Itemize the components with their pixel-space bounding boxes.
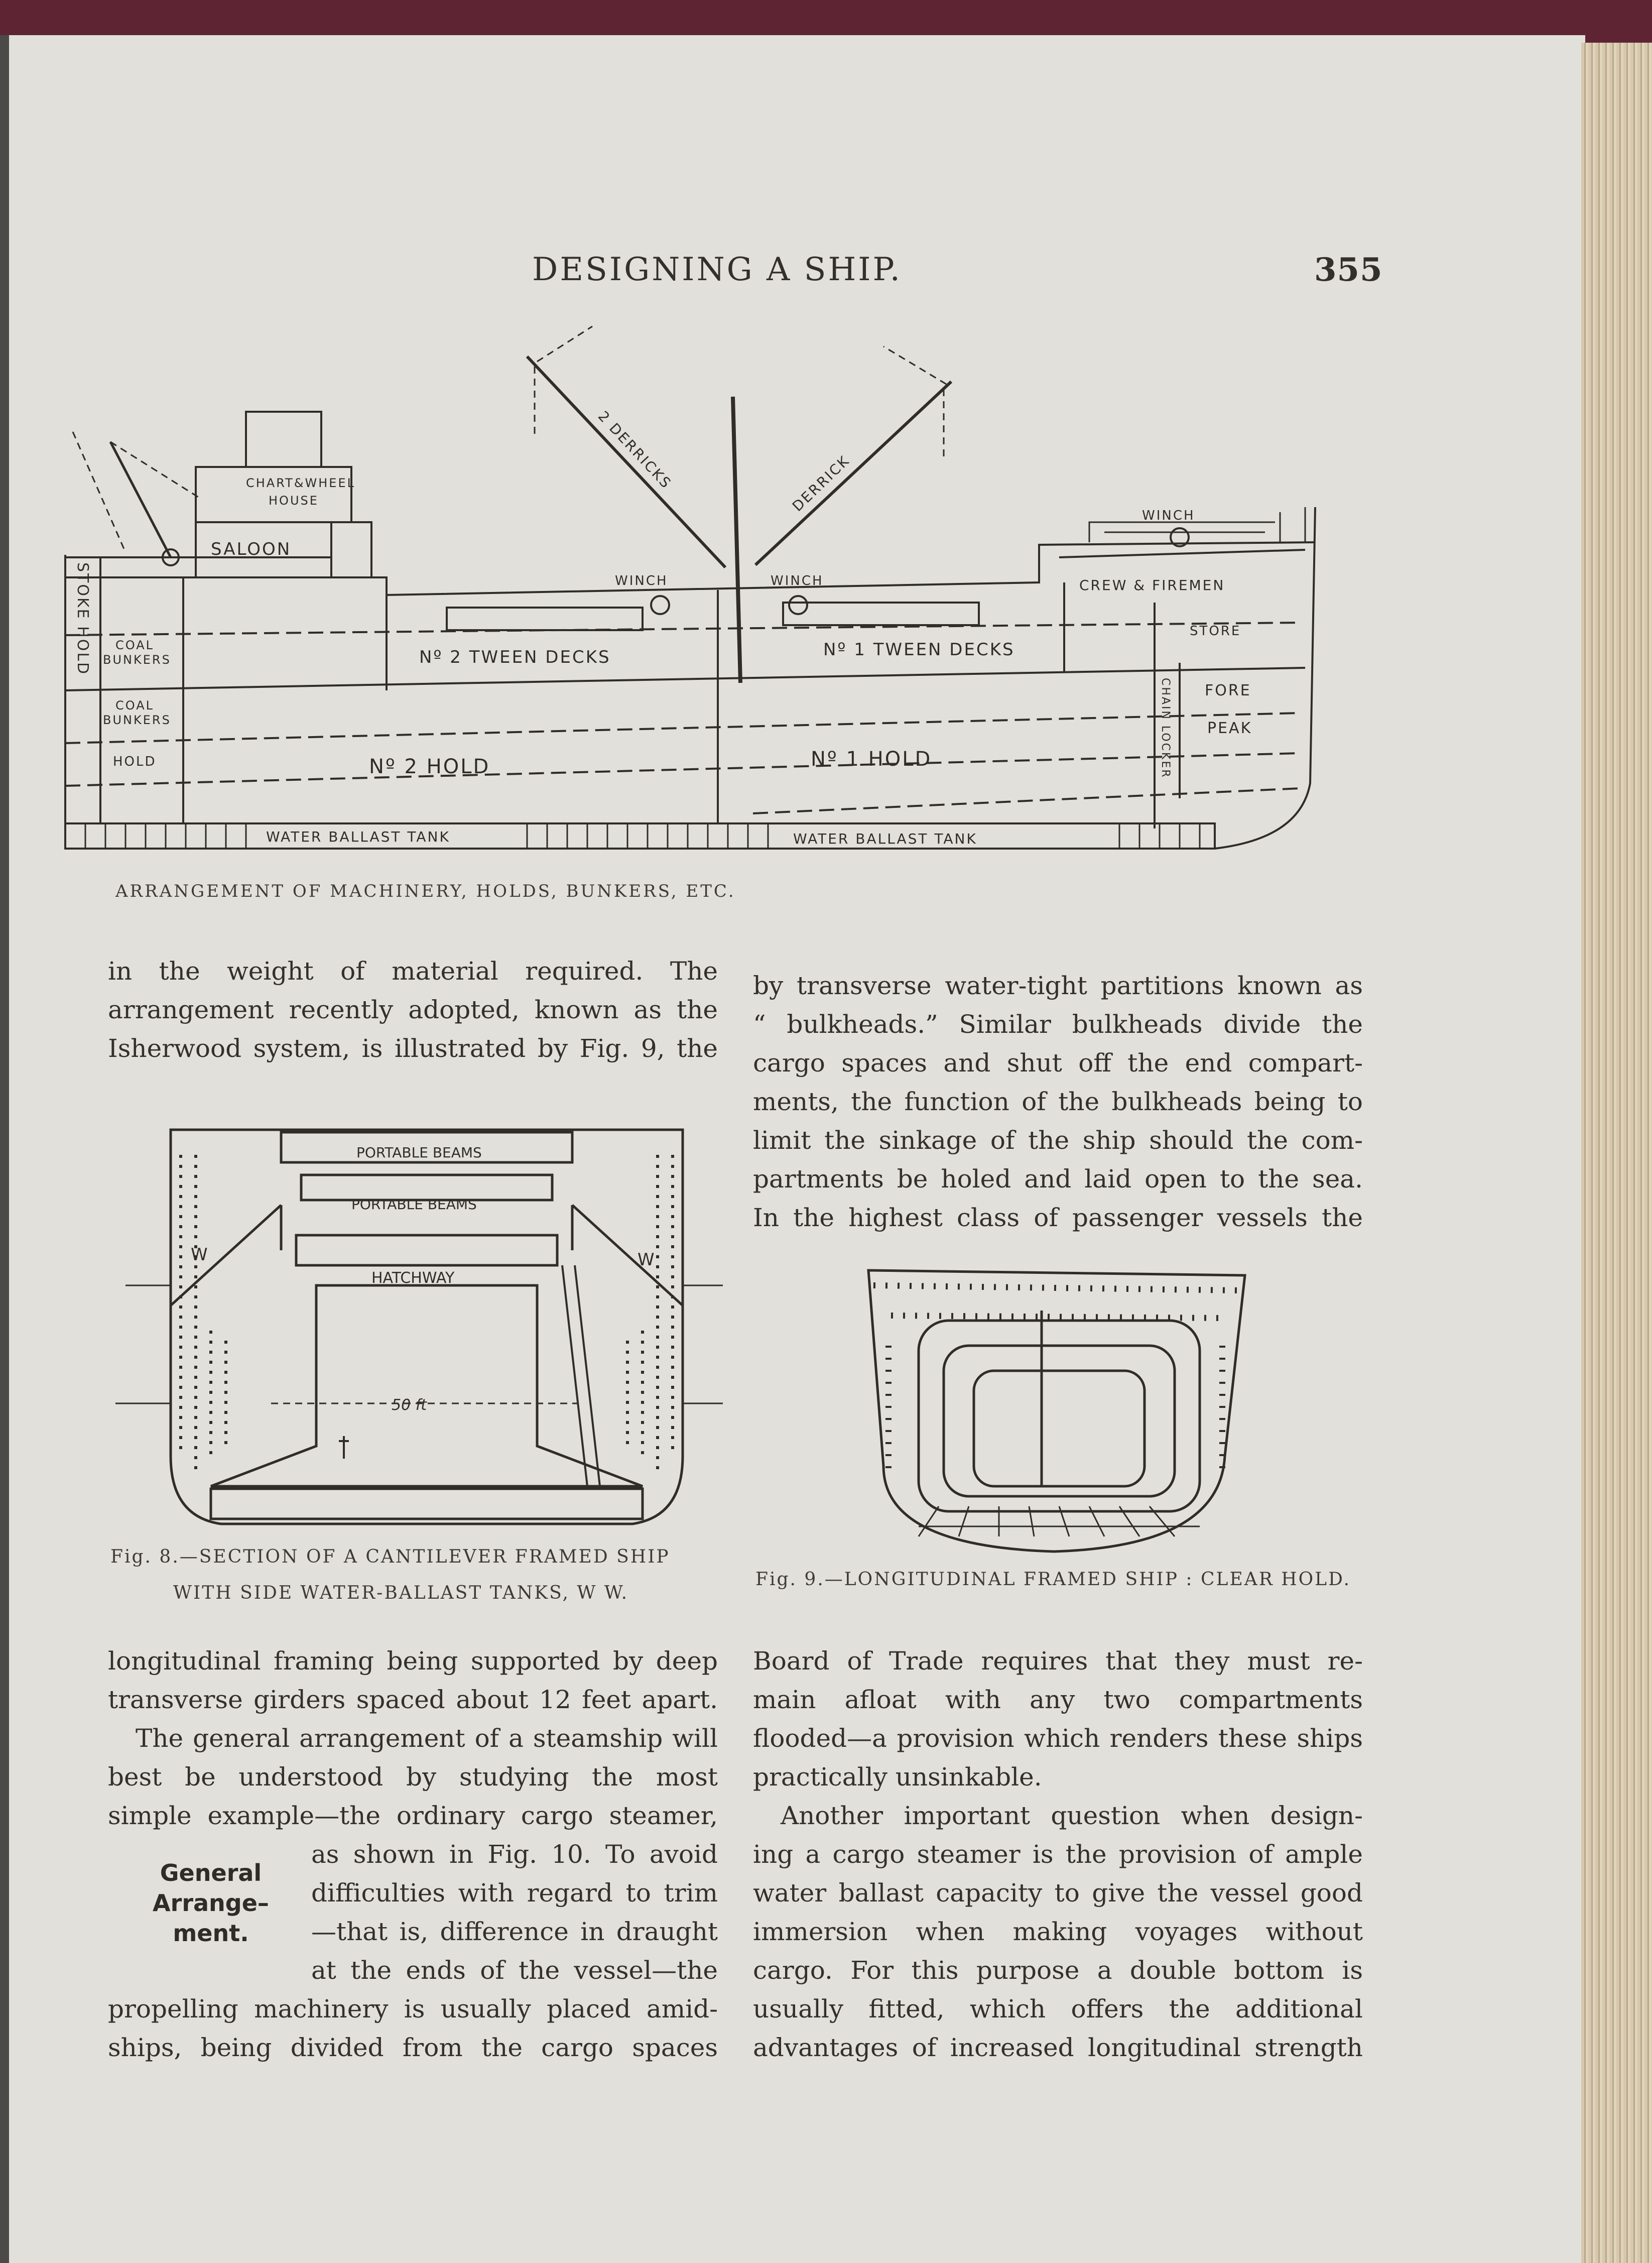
text-line: longitudinal framing being supported by deep: [108, 1646, 718, 1676]
text-line: Another important question when design-: [781, 1801, 1363, 1830]
fig9-hull: [868, 1270, 1245, 1552]
text-line: simple example—the ordinary cargo steamer,: [108, 1801, 718, 1830]
text-line: —that is, difference in draught: [311, 1917, 718, 1946]
derrick-guys: [73, 326, 946, 552]
text-line: transverse girders spaced about 12 feet apart.: [108, 1685, 718, 1714]
ballast-tank-strip: [65, 823, 1215, 849]
text-line: advantages of increased longitudinal strength: [753, 2033, 1363, 2062]
derricks-aft: [527, 356, 725, 567]
text-line: cargo spaces and shut off the end compart-: [753, 1048, 1363, 1078]
bulkheads: [100, 557, 1180, 828]
fig8-caption-line-2: WITH SIDE WATER-BALLAST TANKS, W W.: [173, 1583, 629, 1603]
running-head-title: DESIGNING A SHIP.: [532, 251, 902, 288]
sidenote-line: Arrange–: [153, 1889, 269, 1917]
fig8-labels: [191, 1144, 655, 1414]
text-line: Isherwood system, is illustrated by Fig. 9, the: [108, 1034, 718, 1063]
fig8-label-beams: PORTABLE BEAMS: [356, 1144, 482, 1161]
mast: [733, 397, 740, 683]
label-2-derricks: 2 DERRICKS: [594, 408, 675, 493]
page-number: 355: [1314, 251, 1383, 289]
fig8-double-bottom: [211, 1489, 643, 1519]
label-stoke-hold: STOKE HOLD: [74, 562, 91, 676]
text-line: cargo. For this purpose a double bottom is: [753, 1956, 1363, 1985]
text-line: water ballast capacity to give the vessel good: [753, 1878, 1363, 1908]
label-chart-house-2: HOUSE: [269, 494, 319, 508]
ship-figure-caption: ARRANGEMENT OF MACHINERY, HOLDS, BUNKERS, ETC.: [115, 881, 736, 901]
label-winch: WINCH: [615, 573, 668, 588]
hold-dash-2: [65, 753, 1300, 786]
forecastle-rail: [1089, 507, 1305, 542]
fig9-frame-1: [919, 1321, 1200, 1511]
fig8-label-beams-2: PORTABLE BEAMS: [351, 1196, 477, 1213]
fig8-figure: [339, 1436, 349, 1459]
text-line: ments, the function of the bulkheads being to: [753, 1087, 1363, 1116]
winch-icon: [789, 596, 807, 614]
right-column-bottom: [753, 1642, 1363, 2067]
text-line: by transverse water-tight partitions known as: [753, 971, 1363, 1000]
text-line: main afloat with any two compartments: [753, 1685, 1363, 1714]
text-line: practically unsinkable.: [753, 1762, 1042, 1792]
text-line: propelling machinery is usually placed amid-: [108, 1994, 718, 2023]
label-fore-peak: FORE: [1205, 682, 1251, 699]
bridge: [246, 412, 321, 467]
label-coal-bunkers-2: BUNKERS: [103, 713, 171, 727]
label-chain-locker: CHAIN LOCKER: [1159, 678, 1172, 779]
label-winch: WINCH: [771, 573, 824, 588]
fig8-label-width: 50 ft: [392, 1396, 427, 1414]
fig9-frame-2: [944, 1346, 1175, 1496]
sidenote-line: ment.: [173, 1920, 249, 1947]
fig8-inner: [171, 1205, 683, 1486]
text-line: “ bulkheads.” Similar bulkheads divide the: [753, 1010, 1363, 1039]
fig9-frame-3: [974, 1371, 1145, 1486]
winch-icon: [651, 596, 669, 614]
lower-deck-line: [65, 668, 1305, 690]
fig8-ladder: [562, 1265, 600, 1486]
label-coal-bunkers: COAL: [115, 638, 155, 652]
fig8-caption-line-1: Fig. 8.—SECTION OF A CANTILEVER FRAMED SHIP: [110, 1546, 670, 1567]
tween-deck-line: [65, 623, 1300, 635]
fig8-beam-3: [296, 1235, 557, 1265]
text-line: immersion when making voyages without: [753, 1917, 1363, 1946]
left-column-top: [108, 952, 718, 1068]
right-column-top: [753, 967, 1363, 1237]
label-coal-bunkers-2: COAL: [115, 698, 155, 712]
text-line: In the highest class of passenger vessels the: [753, 1203, 1363, 1232]
funnel: [331, 522, 371, 577]
ballast-floors: [85, 823, 1200, 849]
fig8-label-w-right: W: [638, 1250, 655, 1270]
text-line: usually fitted, which offers the additional: [753, 1994, 1363, 2023]
text-line: at the ends of the vessel—the: [311, 1956, 718, 1985]
label-hold: HOLD: [113, 754, 157, 769]
label-crew: CREW & FIREMEN: [1079, 577, 1225, 593]
label-store: STORE: [1190, 624, 1241, 639]
text-line: difficulties with regard to trim: [311, 1878, 718, 1908]
fig8-waterline: [115, 1285, 723, 1403]
text-line: Board of Trade requires that they must re-: [753, 1646, 1363, 1676]
tween-hatch-2: [447, 608, 643, 630]
text-line: flooded—a provision which renders these ships: [753, 1724, 1363, 1753]
text-line: partments be holed and laid open to the sea.: [753, 1164, 1363, 1194]
left-column-bottom: [108, 1642, 718, 2067]
aft-derrick: [110, 442, 171, 557]
label-tween-1: Nº 1 TWEEN DECKS: [823, 640, 1015, 660]
fig9-ribs: [873, 1285, 1240, 1471]
label-saloon: SALOON: [211, 539, 292, 559]
fig8-cantilever-section: [115, 1130, 723, 1524]
label-ballast-1: WATER BALLAST TANK: [266, 828, 450, 845]
text-line: ships, being divided from the cargo spaces: [108, 2033, 718, 2062]
label-winch: WINCH: [1142, 508, 1195, 523]
sidenote-line: General: [160, 1859, 262, 1886]
text-line: The general arrangement of a steamship will: [136, 1724, 718, 1753]
label-fore-peak-2: PEAK: [1207, 720, 1252, 737]
fig9-caption: Fig. 9.—LONGITUDINAL FRAMED SHIP : CLEAR HOLD.: [755, 1569, 1351, 1590]
sidenote-general-arrangement: [151, 1858, 271, 1948]
label-hold-2: Nº 2 HOLD: [369, 755, 490, 778]
hold-dash-1: [65, 713, 1300, 743]
fig8-hull: [171, 1130, 683, 1524]
text-line: limit the sinkage of the ship should the com-: [753, 1126, 1363, 1155]
fig9-longitudinal-hold: [868, 1270, 1245, 1552]
chain-dash: [753, 788, 1300, 813]
label-tween-2: Nº 2 TWEEN DECKS: [419, 647, 611, 667]
tween-hatch-1: [783, 603, 979, 625]
text-line: best be understood by studying the most: [108, 1762, 718, 1792]
label-derrick: DERRICK: [789, 452, 853, 515]
text-line: in the weight of material required. The: [108, 957, 718, 986]
label-ballast-2: WATER BALLAST TANK: [793, 830, 977, 847]
text-line: as shown in Fig. 10. To avoid: [311, 1840, 718, 1869]
label-coal-bunkers: BUNKERS: [103, 653, 171, 667]
fig8-label-hatchway: HATCHWAY: [371, 1269, 455, 1287]
text-line: ing a cargo steamer is the provision of ample: [753, 1840, 1363, 1869]
label-hold-1: Nº 1 HOLD: [811, 748, 932, 771]
derrick-fore: [755, 382, 951, 565]
text-line: arrangement recently adopted, known as the: [108, 995, 718, 1024]
label-chart-house: CHART&WHEEL: [246, 476, 356, 490]
fig8-label-w-left: W: [191, 1245, 208, 1265]
